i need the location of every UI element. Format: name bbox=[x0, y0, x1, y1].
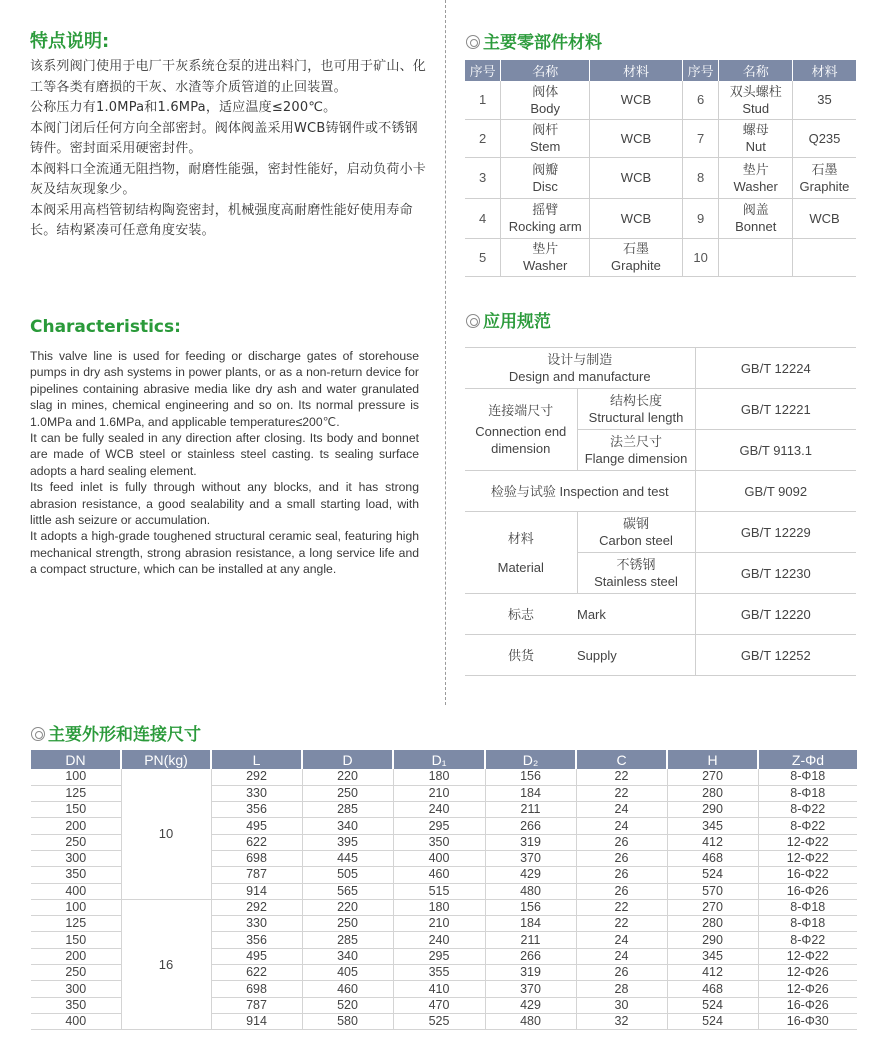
parts-number: 3 bbox=[465, 157, 501, 198]
parts-material-value: WCB bbox=[620, 210, 652, 226]
parts-name-zh: 阀体 bbox=[532, 83, 559, 99]
parts-name-zh: 阀杆 bbox=[532, 122, 559, 137]
dimensions-header-cell: Z-Φd bbox=[758, 750, 857, 769]
spec-label-zh: 设计与制造 bbox=[547, 352, 613, 367]
dimensions-cell: 220 bbox=[302, 769, 393, 785]
dimensions-cell: 350 bbox=[393, 834, 485, 850]
dimensions-cell: 150 bbox=[31, 802, 121, 818]
dimensions-cell: 280 bbox=[667, 916, 758, 932]
dimensions-cell: 350 bbox=[31, 997, 121, 1013]
dimensions-header-cell: PN(kg) bbox=[121, 750, 211, 769]
dimensions-cell: 429 bbox=[485, 867, 576, 883]
parts-material-en: Graphite bbox=[611, 258, 661, 273]
dimensions-cell: 295 bbox=[393, 948, 485, 964]
circle-bullet-icon bbox=[466, 314, 480, 328]
dimensions-cell: 16-Φ26 bbox=[758, 997, 857, 1013]
spec-label-en: Design and manufacture bbox=[508, 369, 651, 384]
dimensions-table bbox=[31, 750, 857, 1030]
dimensions-row bbox=[31, 769, 857, 785]
features-paragraph: 该系列阀门使用于电厂干灰系统仓泵的进出料门，也可用于矿山、化工等各类有磨损的干灰、水渣等介质管道的止回装置。 bbox=[30, 59, 427, 95]
spec-label bbox=[465, 594, 577, 635]
dimensions-cell: 319 bbox=[485, 965, 576, 981]
features-paragraph: 本阀门闭后任何方向全部密封。阀体阀盖采用WCB铸钢件或不锈钢铸件。密封面采用硬密封件。 bbox=[30, 120, 418, 156]
dimensions-cell: 330 bbox=[211, 916, 302, 932]
dimensions-cell: 26 bbox=[576, 867, 667, 883]
dimensions-cell: 914 bbox=[211, 883, 302, 899]
parts-material-value: 石墨 bbox=[622, 241, 649, 256]
spec-title: 应用规范 bbox=[483, 312, 551, 332]
spec-row bbox=[465, 471, 856, 512]
parts-name bbox=[501, 119, 590, 157]
parts-number: 6 bbox=[682, 81, 719, 119]
dimensions-cell: 200 bbox=[31, 818, 121, 834]
dimensions-cell: 210 bbox=[393, 785, 485, 801]
spec-label bbox=[577, 635, 695, 676]
parts-name-en: Bonnet bbox=[735, 219, 777, 234]
dimensions-cell: 356 bbox=[211, 932, 302, 948]
dimensions-cell: 184 bbox=[485, 916, 576, 932]
dimensions-cell: 520 bbox=[302, 997, 393, 1013]
spec-row bbox=[465, 389, 856, 430]
spec-label bbox=[577, 594, 695, 635]
dimensions-cell: 292 bbox=[211, 769, 302, 785]
dimensions-cell: 524 bbox=[667, 867, 758, 883]
dimensions-cell: 412 bbox=[667, 834, 758, 850]
characteristics-paragraph: It adopts a high-grade toughened structural ceramic seal, featuring high mechanical strength, strong abrasion resistance, a long service life and a compact structure, which can be installed at any angle. bbox=[30, 529, 419, 577]
parts-material-value: 35 bbox=[817, 92, 832, 108]
parts-number: 1 bbox=[465, 81, 501, 119]
dimensions-cell: 184 bbox=[485, 785, 576, 801]
parts-name-en: Stud bbox=[742, 100, 770, 116]
spec-row bbox=[465, 512, 856, 553]
dimensions-cell: 468 bbox=[667, 981, 758, 997]
dimensions-cell: 22 bbox=[576, 899, 667, 915]
characteristics-paragraph: This valve line is used for feeding or discharge gates of storehouse pumps in dry ash systems in power plants, or as a non-return device for pipelines containing abrasive media like dry ash and water granulated slag in mines, chemical engineering and so on. Its normal pressure is 1.0MPa and 1.6MPa, and applicable temperature≤200℃. bbox=[30, 349, 419, 429]
dimensions-cell: 150 bbox=[31, 932, 121, 948]
parts-material bbox=[792, 157, 856, 198]
dimensions-cell: 200 bbox=[31, 948, 121, 964]
dimensions-cell: 8-Φ18 bbox=[758, 916, 857, 932]
dimensions-cell: 32 bbox=[576, 1013, 667, 1029]
dimensions-cell: 12-Φ26 bbox=[758, 965, 857, 981]
spec-standard: GB/T 9113.1 bbox=[695, 430, 856, 471]
parts-name-en: Washer bbox=[523, 258, 568, 273]
dimensions-header-cell: D₁ bbox=[393, 750, 485, 769]
dimensions-cell: 345 bbox=[667, 948, 758, 964]
dimensions-header-cell: H bbox=[667, 750, 758, 769]
dimensions-cell: 266 bbox=[485, 948, 576, 964]
dimensions-cell: 300 bbox=[31, 850, 121, 866]
dimensions-cell: 524 bbox=[667, 1013, 758, 1029]
dimensions-cell: 26 bbox=[576, 965, 667, 981]
dimensions-cell: 622 bbox=[211, 965, 302, 981]
dimensions-cell: 22 bbox=[576, 769, 667, 785]
parts-name-zh: 阀瓣 bbox=[532, 161, 559, 177]
dimensions-title-wrap bbox=[31, 720, 201, 745]
dimensions-cell: 565 bbox=[302, 883, 393, 899]
parts-name-zh: 垫片 bbox=[532, 241, 559, 256]
parts-header-cell: 材料 bbox=[590, 60, 682, 81]
parts-number: 4 bbox=[465, 198, 501, 238]
dimensions-header-cell: D bbox=[302, 750, 393, 769]
dimensions-cell: 412 bbox=[667, 965, 758, 981]
dimensions-cell: 240 bbox=[393, 932, 485, 948]
dimensions-cell: 445 bbox=[302, 850, 393, 866]
parts-material-en: Graphite bbox=[799, 178, 850, 194]
dimensions-cell: 570 bbox=[667, 883, 758, 899]
parts-header-row bbox=[465, 60, 856, 81]
dimensions-cell: 12-Φ26 bbox=[758, 981, 857, 997]
dimensions-cell: 180 bbox=[393, 899, 485, 915]
dimensions-cell: 26 bbox=[576, 883, 667, 899]
dimensions-cell: 240 bbox=[393, 802, 485, 818]
features-paragraph: 本阀采用高档管韧结构陶瓷密封，机械强度高耐磨性能好使用寿命长。结构紧凑可任意角度安装。 bbox=[30, 202, 413, 238]
spec-label bbox=[465, 635, 577, 676]
spec-label-zh: 供货 bbox=[507, 647, 534, 663]
parts-header-cell: 名称 bbox=[501, 60, 590, 81]
parts-number: 8 bbox=[682, 157, 719, 198]
dimensions-cell: 429 bbox=[485, 997, 576, 1013]
dimensions-cell: 370 bbox=[485, 981, 576, 997]
parts-name bbox=[501, 81, 590, 119]
parts-material-value: 石墨 bbox=[811, 161, 838, 177]
parts-header-cell: 材料 bbox=[792, 60, 856, 81]
parts-material-value: WCB bbox=[809, 210, 840, 226]
parts-material bbox=[590, 119, 682, 157]
spec-row bbox=[465, 594, 856, 635]
dimensions-header-cell: D₂ bbox=[485, 750, 576, 769]
dimensions-cell: 914 bbox=[211, 1013, 302, 1029]
parts-material bbox=[590, 81, 682, 119]
dimensions-cell: 22 bbox=[576, 916, 667, 932]
spec-standard: GB/T 12224 bbox=[695, 348, 856, 389]
parts-material-value: WCB bbox=[620, 92, 652, 108]
parts-material-value: Q235 bbox=[808, 130, 841, 146]
dimensions-cell: 290 bbox=[667, 802, 758, 818]
dimensions-cell: 250 bbox=[302, 916, 393, 932]
dimensions-cell: 356 bbox=[211, 802, 302, 818]
dimensions-cell: 480 bbox=[485, 883, 576, 899]
parts-row bbox=[465, 238, 856, 276]
dimensions-cell: 24 bbox=[576, 932, 667, 948]
spec-label-en: Flange dimension bbox=[584, 451, 688, 466]
dimensions-cell: 125 bbox=[31, 785, 121, 801]
spec-label bbox=[577, 430, 695, 471]
dimensions-cell: 319 bbox=[485, 834, 576, 850]
parts-material bbox=[792, 81, 856, 119]
dimensions-cell: 350 bbox=[31, 867, 121, 883]
parts-material bbox=[792, 119, 856, 157]
dimensions-cell: 8-Φ22 bbox=[758, 802, 857, 818]
dimensions-cell: 24 bbox=[576, 948, 667, 964]
dimensions-cell: 340 bbox=[302, 948, 393, 964]
dimensions-cell: 270 bbox=[667, 769, 758, 785]
dimensions-cell: 156 bbox=[485, 899, 576, 915]
spec-row bbox=[465, 348, 856, 389]
spec-label-zh: 连接端尺寸 bbox=[488, 403, 554, 418]
dimensions-cell: 100 bbox=[31, 769, 121, 785]
spec-label bbox=[465, 389, 577, 471]
dimensions-cell: 270 bbox=[667, 899, 758, 915]
spec-title-wrap bbox=[466, 307, 551, 332]
dimensions-cell: 26 bbox=[576, 850, 667, 866]
spec-table bbox=[465, 347, 856, 676]
dimensions-cell: 340 bbox=[302, 818, 393, 834]
parts-header-cell: 序号 bbox=[465, 60, 501, 81]
dimensions-cell: 460 bbox=[302, 981, 393, 997]
spec-label-zh: 材料 bbox=[507, 530, 534, 546]
parts-row bbox=[465, 81, 856, 119]
dimensions-cell: 100 bbox=[31, 899, 121, 915]
spec-standard: GB/T 12230 bbox=[695, 553, 856, 594]
parts-name-en: Disc bbox=[532, 178, 558, 194]
spec-label-en: Mark bbox=[577, 606, 606, 622]
parts-number: 9 bbox=[682, 198, 719, 238]
dimensions-cell: 16-Φ26 bbox=[758, 883, 857, 899]
dimensions-cell: 24 bbox=[576, 802, 667, 818]
dimensions-cell: 405 bbox=[302, 965, 393, 981]
dimensions-cell: 24 bbox=[576, 818, 667, 834]
dimensions-cell: 28 bbox=[576, 981, 667, 997]
dimensions-cell: 468 bbox=[667, 850, 758, 866]
dimensions-cell: 156 bbox=[485, 769, 576, 785]
parts-material bbox=[590, 198, 682, 238]
dimensions-cell: 12-Φ22 bbox=[758, 850, 857, 866]
spec-row bbox=[465, 635, 856, 676]
dimensions-cell: 355 bbox=[393, 965, 485, 981]
spec-standard: GB/T 9092 bbox=[695, 471, 856, 512]
dimensions-cell: 787 bbox=[211, 997, 302, 1013]
dimensions-cell: 8-Φ22 bbox=[758, 818, 857, 834]
parts-name bbox=[719, 81, 793, 119]
parts-table bbox=[465, 60, 856, 277]
spec-label bbox=[577, 512, 695, 553]
circle-bullet-icon bbox=[466, 35, 480, 49]
spec-standard: GB/T 12252 bbox=[695, 635, 856, 676]
dimensions-cell: 16-Φ30 bbox=[758, 1013, 857, 1029]
parts-name bbox=[719, 198, 793, 238]
spec-label-en: Carbon steel bbox=[599, 533, 673, 548]
parts-row bbox=[465, 157, 856, 198]
dimensions-cell: 622 bbox=[211, 834, 302, 850]
dimensions-cell: 787 bbox=[211, 867, 302, 883]
spec-label-en: Inspection and test bbox=[559, 483, 669, 499]
dimensions-cell: 480 bbox=[485, 1013, 576, 1029]
dimensions-cell: 30 bbox=[576, 997, 667, 1013]
parts-material bbox=[792, 198, 856, 238]
dimensions-cell: 250 bbox=[31, 834, 121, 850]
parts-name bbox=[501, 157, 590, 198]
parts-name-en: Rocking arm bbox=[508, 219, 582, 234]
spec-label-en: Stainless steel bbox=[594, 574, 678, 589]
dimensions-cell: 125 bbox=[31, 916, 121, 932]
dimensions-cell: 525 bbox=[393, 1013, 485, 1029]
dimensions-cell: 470 bbox=[393, 997, 485, 1013]
characteristics-paragraph: Its feed inlet is fully through without any blocks, and it has strong abrasion resistance, a good sealability and a small starting load, with little ash seizure or accumulation. bbox=[30, 480, 419, 528]
dimensions-cell: 280 bbox=[667, 785, 758, 801]
parts-name-zh: 垫片 bbox=[742, 161, 769, 177]
parts-row bbox=[465, 198, 856, 238]
dimensions-cell: 292 bbox=[211, 899, 302, 915]
parts-material bbox=[590, 157, 682, 198]
dimensions-cell: 400 bbox=[31, 1013, 121, 1029]
dimensions-header-cell: C bbox=[576, 750, 667, 769]
parts-material-value: WCB bbox=[620, 130, 652, 146]
dimensions-cell: 211 bbox=[485, 932, 576, 948]
dimensions-cell: 524 bbox=[667, 997, 758, 1013]
dimensions-title: 主要外形和连接尺寸 bbox=[48, 725, 201, 745]
circle-bullet-icon bbox=[31, 727, 45, 741]
parts-name bbox=[501, 238, 590, 276]
dimensions-cell: 330 bbox=[211, 785, 302, 801]
dimensions-cell: 285 bbox=[302, 932, 393, 948]
dimensions-cell: 370 bbox=[485, 850, 576, 866]
dimensions-cell: 295 bbox=[393, 818, 485, 834]
parts-name-en: Washer bbox=[733, 178, 778, 194]
features-paragraph: 公称压力有1.0MPa和1.6MPa，适应温度≤200℃。 bbox=[30, 100, 337, 115]
characteristics-paragraph: It can be fully sealed in any direction after closing. Its body and bonnet are made of WCB steel or stainless steel casting. ts sealing surface adopts a hard sealing element. bbox=[30, 431, 419, 478]
spec-label-en: Connection end dimension bbox=[475, 424, 567, 456]
dimensions-cell: 12-Φ22 bbox=[758, 948, 857, 964]
dimensions-cell: 26 bbox=[576, 834, 667, 850]
characteristics-text bbox=[30, 348, 419, 578]
dimensions-cell: 180 bbox=[393, 769, 485, 785]
dimensions-cell: 580 bbox=[302, 1013, 393, 1029]
parts-name bbox=[719, 119, 793, 157]
features-text bbox=[30, 57, 430, 242]
dimensions-cell: 285 bbox=[302, 802, 393, 818]
parts-title-wrap bbox=[466, 28, 602, 53]
dimensions-cell: 698 bbox=[211, 850, 302, 866]
dimensions-cell: 410 bbox=[393, 981, 485, 997]
dimensions-cell: 250 bbox=[302, 785, 393, 801]
dimensions-cell: 8-Φ22 bbox=[758, 932, 857, 948]
pn-cell: 10 bbox=[121, 769, 211, 899]
spec-label bbox=[465, 348, 695, 389]
parts-name-zh: 阀盖 bbox=[742, 202, 769, 217]
dimensions-cell: 8-Φ18 bbox=[758, 785, 857, 801]
spec-label-zh: 检验与试验 bbox=[490, 483, 556, 499]
parts-header-cell: 名称 bbox=[719, 60, 793, 81]
spec-label-zh: 法兰尺寸 bbox=[609, 434, 662, 449]
parts-name-zh: 双头螺柱 bbox=[729, 83, 782, 99]
dimensions-header-cell: DN bbox=[31, 750, 121, 769]
spec-label bbox=[577, 553, 695, 594]
dimensions-cell: 515 bbox=[393, 883, 485, 899]
dimensions-cell: 16-Φ22 bbox=[758, 867, 857, 883]
dimensions-cell: 210 bbox=[393, 916, 485, 932]
spec-label-zh: 标志 bbox=[507, 606, 534, 622]
parts-number: 7 bbox=[682, 119, 719, 157]
pn-cell: 16 bbox=[121, 899, 211, 1029]
spec-label bbox=[465, 512, 577, 594]
spec-label bbox=[465, 471, 695, 512]
dimensions-cell: 12-Φ22 bbox=[758, 834, 857, 850]
spec-standard: GB/T 12220 bbox=[695, 594, 856, 635]
dimensions-cell: 495 bbox=[211, 818, 302, 834]
dimensions-cell: 505 bbox=[302, 867, 393, 883]
dimensions-cell: 8-Φ18 bbox=[758, 769, 857, 785]
parts-name bbox=[501, 198, 590, 238]
dimensions-header-cell: L bbox=[211, 750, 302, 769]
parts-name bbox=[719, 238, 793, 276]
parts-name-zh: 螺母 bbox=[742, 122, 769, 137]
dimensions-cell: 22 bbox=[576, 785, 667, 801]
dimensions-row bbox=[31, 899, 857, 915]
features-paragraph: 本阀料口全流通无阻挡物，耐磨性能强，密封性能好，启动负荷小卡灰及结灰现象少。 bbox=[30, 161, 427, 197]
parts-title: 主要零部件材料 bbox=[483, 33, 602, 53]
dimensions-cell: 395 bbox=[302, 834, 393, 850]
dimensions-cell: 220 bbox=[302, 899, 393, 915]
parts-material bbox=[792, 238, 856, 276]
dimensions-cell: 211 bbox=[485, 802, 576, 818]
spec-label bbox=[577, 389, 695, 430]
parts-name-en: Stem bbox=[530, 139, 561, 154]
parts-number: 2 bbox=[465, 119, 501, 157]
column-divider bbox=[445, 0, 446, 705]
parts-number: 5 bbox=[465, 238, 501, 276]
dimensions-header-row bbox=[31, 750, 857, 769]
parts-name-en: Nut bbox=[745, 139, 766, 154]
parts-number: 10 bbox=[682, 238, 719, 276]
parts-material-value: WCB bbox=[620, 170, 652, 185]
dimensions-cell: 698 bbox=[211, 981, 302, 997]
dimensions-cell: 460 bbox=[393, 867, 485, 883]
features-title: 特点说明: bbox=[30, 31, 110, 52]
spec-label-en: Supply bbox=[577, 647, 617, 663]
dimensions-cell: 290 bbox=[667, 932, 758, 948]
parts-name-zh: 摇臂 bbox=[532, 202, 559, 217]
dimensions-cell: 266 bbox=[485, 818, 576, 834]
dimensions-cell: 345 bbox=[667, 818, 758, 834]
spec-label-zh: 结构长度 bbox=[609, 393, 662, 408]
parts-row bbox=[465, 119, 856, 157]
parts-name-en: Body bbox=[530, 100, 561, 116]
spec-label-zh: 不锈钢 bbox=[616, 557, 656, 572]
spec-label-en: Material bbox=[497, 559, 544, 575]
spec-standard: GB/T 12229 bbox=[695, 512, 856, 553]
dimensions-cell: 495 bbox=[211, 948, 302, 964]
parts-material bbox=[590, 238, 682, 276]
parts-header-cell: 序号 bbox=[682, 60, 719, 81]
dimensions-cell: 400 bbox=[393, 850, 485, 866]
parts-name bbox=[719, 157, 793, 198]
dimensions-cell: 250 bbox=[31, 965, 121, 981]
dimensions-cell: 8-Φ18 bbox=[758, 899, 857, 915]
dimensions-cell: 300 bbox=[31, 981, 121, 997]
dimensions-cell: 400 bbox=[31, 883, 121, 899]
spec-standard: GB/T 12221 bbox=[695, 389, 856, 430]
spec-label-zh: 碳钢 bbox=[622, 516, 649, 531]
spec-label-en: Structural length bbox=[588, 410, 684, 425]
characteristics-title: Characteristics: bbox=[30, 317, 181, 337]
